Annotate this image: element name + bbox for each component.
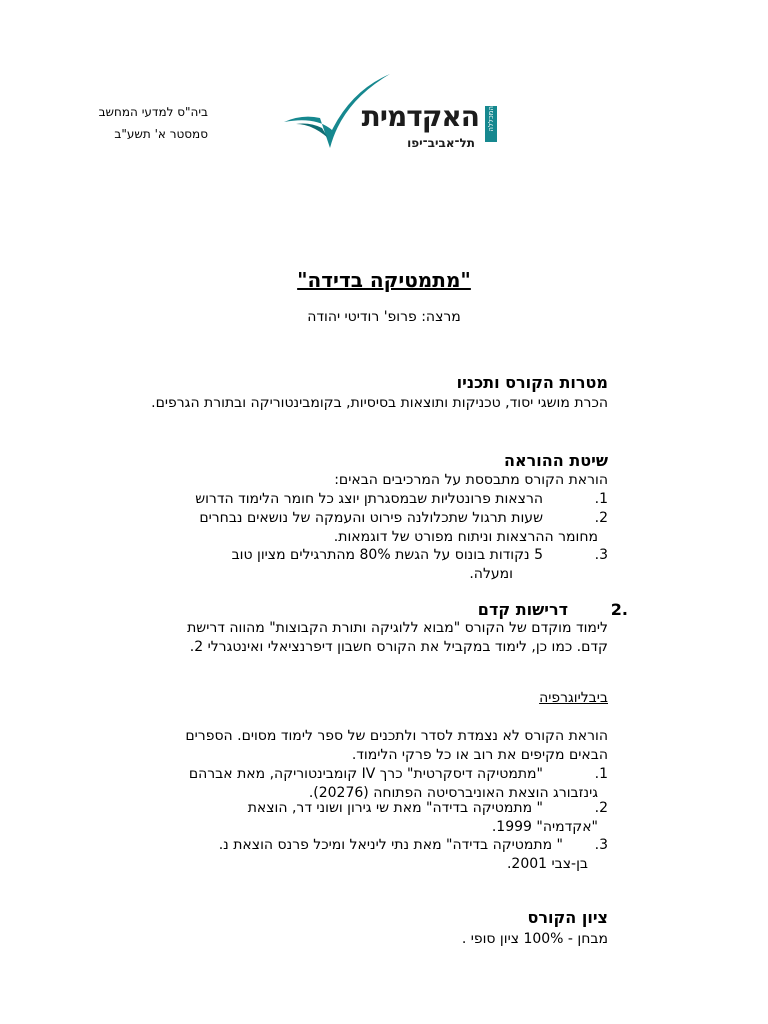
grade-heading: ציון הקורס	[527, 908, 608, 927]
method-heading: שיטת ההוראה	[504, 451, 608, 470]
list-text-continued: "אקדמיה" 1999.	[491, 819, 598, 835]
list-item	[128, 836, 608, 874]
list-item	[128, 765, 608, 803]
school-name: ביה"ס למדעי המחשב	[98, 105, 208, 119]
semester-label: סמסטר א' תשע"ב	[114, 127, 208, 141]
prereq-heading: דרישות קדם	[477, 600, 568, 619]
logo-side-text: המכללה	[487, 106, 495, 132]
list-text: שעות תרגול שתכלולנה פירוט והעמקה של נושאים נבחרים	[199, 510, 543, 526]
list-item	[128, 509, 608, 547]
list-number: 2.	[594, 510, 608, 526]
bibliography-heading: ביבליוגרפיה	[539, 690, 608, 706]
list-number: 2.	[594, 800, 608, 816]
list-text: " מתמטיקה בדידה" מאת שי גירון ושוני דר, הוצאת	[247, 800, 543, 816]
bibliography-intro-line1: הוראת הקורס לא נצמדת לסדר ולתכנים של ספר לימוד מסוים. הספרים	[185, 728, 608, 744]
prereq-text-line2: קדם. כמו כן, לימוד במקביל את הקורס חשבון דיפרנציאלי ואינטגרלי 2.	[189, 639, 608, 655]
list-number: 1.	[594, 491, 608, 507]
grade-text: מבחן - 100% ציון סופי .	[461, 931, 608, 947]
list-text-continued: ומעלה.	[469, 566, 513, 582]
list-item	[128, 546, 608, 584]
logo-side-tag	[485, 106, 497, 142]
list-number: 3.	[594, 547, 608, 563]
lecturer: מרצה: פרופ' רודיטי יהודה	[307, 309, 461, 325]
page-title: "מתמטיקה בדידה"	[297, 268, 471, 292]
method-intro: הוראת הקורס מתבססת על המרכיבים הבאים:	[334, 472, 608, 488]
list-item	[128, 799, 608, 837]
logo-text: האקדמית	[361, 100, 479, 133]
list-text-continued: מחומר ההרצאות וניתוח מפורט של דוגמאות.	[333, 529, 598, 545]
list-text-continued: גינזבורג הוצאת האוניברסיטה הפתוחה (20276).	[308, 785, 598, 801]
logo-subtext: תל־אביב־יפו	[407, 136, 475, 150]
list-item	[128, 490, 608, 509]
list-text-continued: בן-צבי 2001.	[506, 856, 588, 872]
goals-heading: מטרות הקורס ותכניו	[456, 373, 608, 392]
list-text: הרצאות פרונטליות שבמסגרתן יוצג כל חומר הלימוד הדרוש	[195, 491, 543, 507]
list-number: 3.	[594, 837, 608, 853]
prereq-text-line1: לימוד מוקדם של הקורס "מבוא ללוגיקה ותורת הקבוצות" מהווה דרישת	[187, 620, 608, 636]
list-number: 1.	[594, 766, 608, 782]
bibliography-intro-line2: הבאים מקיפים את רוב או כל פרקי הלימוד.	[351, 747, 608, 763]
prereq-number: 2.	[610, 600, 628, 619]
college-logo	[282, 72, 497, 156]
goals-text: הכרת מושגי יסוד, טכניקות ותוצאות בסיסיות, בקומבינטוריקה ובתורת הגרפים.	[151, 395, 608, 411]
list-text: 5 נקודות בונוס על הגשת 80% מהתרגילים מציון טוב	[231, 547, 543, 563]
list-text: " מתמטיקה בדידה" מאת נתי ליניאל ומיכל פרנס הוצאת נ.	[218, 837, 563, 853]
list-text: "מתמטיקה דיסקרטית" כרך IV קומבינטוריקה, מאת אברהם	[188, 766, 543, 782]
